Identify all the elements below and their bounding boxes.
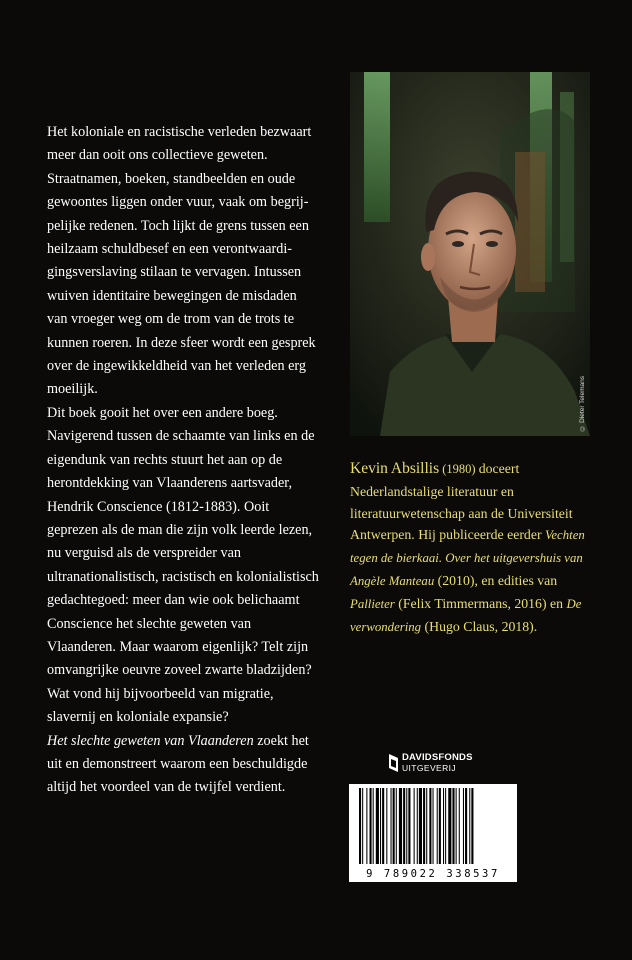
- publisher-name: DAVIDSFONDS: [402, 752, 473, 763]
- blurb-paragraph-2: Dit boek gooit het over een andere boeg. Navigerend tussen de schaamte van links en de eigendunk van rechts stuurt het aan op de herontdekking van Vlaanderens aartsvader, Hendrik Conscience (1812-1883). Ooit geprezen als de man die zijn volk leerde lezen, nu verguisd als de verspreider van ultranationalistisch, racistisch en kolonialistisch gedachtegoed: meer dan wie ook belichaamt Conscience het slechte geweten van Vlaanderen. Maar waarom eigenlijk? Telt zijn omvangrijke oeuvre zoveel zwarte bladzijden? Wat vond hij bijvoorbeeld van migratie, slavernij en koloniale expansie?: [47, 404, 319, 726]
- bio-text-1: doceert Nederlandstalige literatuur en literatuurwetenschap aan de Universiteit Antwerpen. Hij publiceerde eerder: [350, 461, 573, 543]
- blurb-paragraph-3-rest: zoekt het uit en demonstreert waarom een beschuldigde altijd het voordeel van de twijfel verdient.: [47, 732, 309, 796]
- bio-text-2: (2010), en edities van: [434, 572, 558, 588]
- author-bio: [350, 458, 590, 638]
- bio-text-4: (Hugo Claus, 2018).: [421, 618, 538, 634]
- bio-text-3: (Felix Timmermans, 2016) en: [394, 595, 567, 611]
- author-name: Kevin Absillis: [350, 460, 440, 477]
- author-birth-year: (1980): [439, 462, 479, 476]
- publisher-logo: [389, 752, 473, 774]
- publisher-mark-icon: [389, 754, 398, 772]
- publisher-subtitle: UITGEVERIJ: [402, 763, 457, 773]
- photo-credit: © Dieter Telemans: [579, 376, 586, 432]
- barcode-bars: [349, 784, 517, 868]
- blurb-paragraph-3: [47, 730, 319, 800]
- isbn-barcode: [349, 784, 517, 882]
- author-portrait-image: [350, 72, 590, 436]
- isbn-digits: 9 789022 338537: [366, 868, 500, 880]
- author-photo: [350, 72, 590, 436]
- book-title: Het slechte geweten van Vlaanderen: [47, 732, 254, 749]
- bio-title-2: Pallieter: [350, 596, 395, 611]
- blurb-text: [47, 121, 319, 800]
- bio-title-3: De verwondering: [350, 596, 582, 634]
- bio-title-1: Vechten tegen de bierkaai. Over het uitgevershuis van Angèle Manteau: [350, 528, 585, 588]
- blurb-paragraph-1: Het koloniale en racistische verleden bezwaart meer dan ooit ons collectieve geweten. Straatnamen, boeken, standbeelden en oude gewoontes liggen onder vuur, vaak om begrijpelijke redenen. Toch lijkt de grens tussen een heilzaam schuldbesef en een verontwaardigingsverslaving stilaan te vervagen. Intussen wuiven identitaire bewegingen de misdaden van vroeger weg om de trom van de trots te kunnen roeren. In deze sfeer wordt een gesprek over de ingewikkeldheid van het verleden erg moeilijk.: [47, 124, 316, 398]
